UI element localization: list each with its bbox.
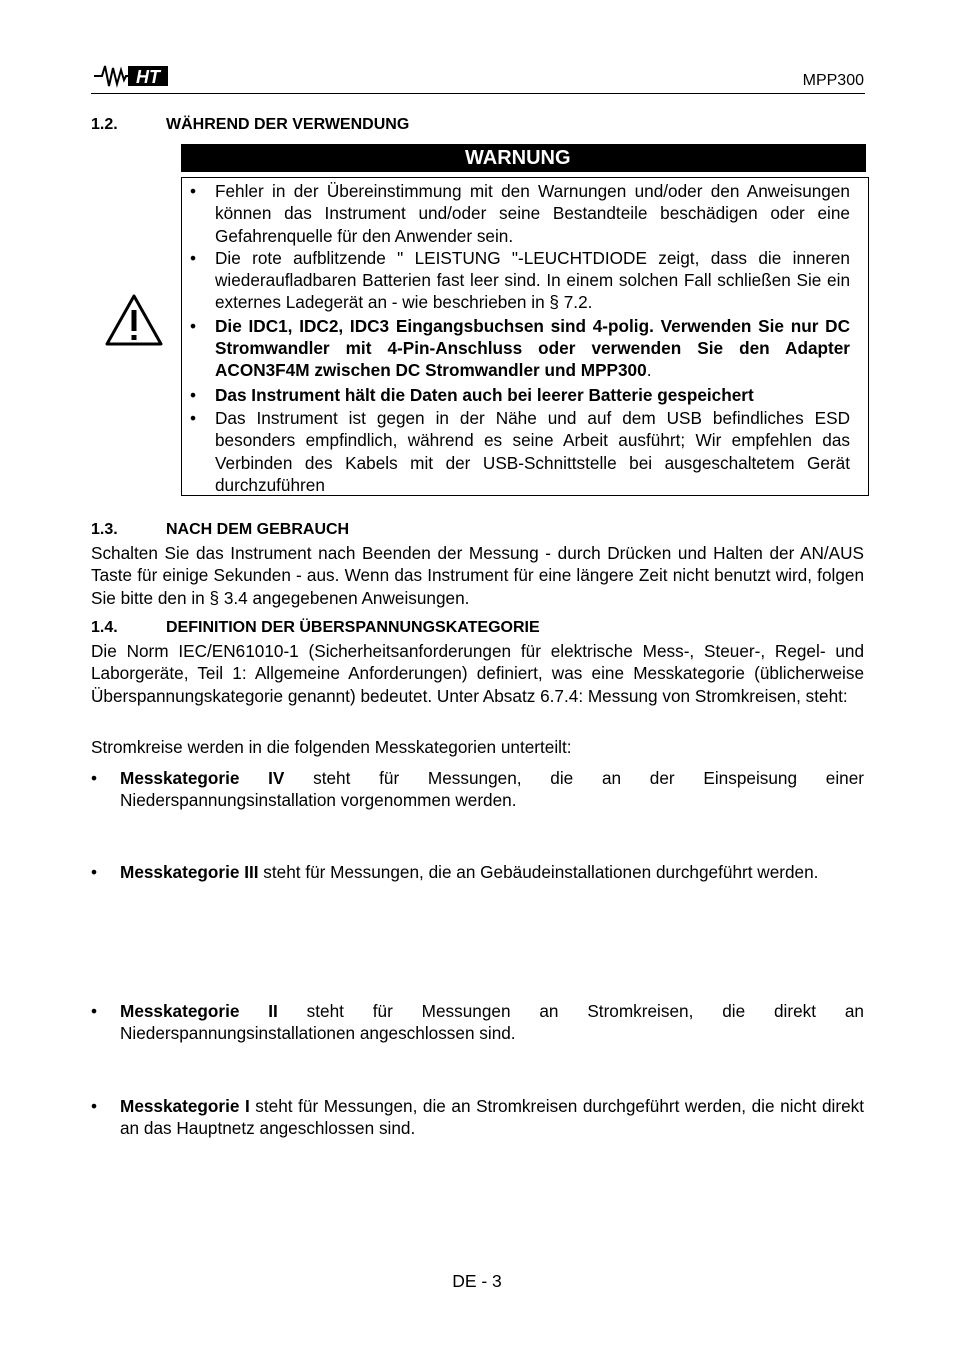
warning-item-text: Fehler in der Übereinstimmung mit den Warnungen und/oder den Anweisungen können das Instrument und/oder seine Bestandteile beschädigen oder eine Gefahrenquelle für den Anwender sein. [215,181,850,246]
section-title: WÄHREND DER VERWENDUNG [166,116,410,133]
section-number: 1.3. [91,521,118,538]
category-item [91,767,864,812]
model-name: MPP300 [802,72,864,89]
section-number: 1.2. [91,116,118,133]
warning-item-bold: Die IDC1, IDC2, IDC3 Eingangsbuchsen sind 4-polig. Verwenden Sie nur DC Stromwandler mit 4-Pin-Anschluss oder verwenden Sie den Adapter ACON3F4M zwischen DC Stromwandler und MPP300 [215,315,850,381]
category-item [91,861,864,883]
section-number: 1.4. [91,619,118,636]
definition-lead: Stromkreise werden in die folgenden Messkategorien unterteilt: [91,737,572,757]
category-label: Messkategorie I [120,1096,250,1116]
bullet-icon: • [190,384,197,405]
warning-title: WARNUNG [465,147,571,169]
category-text: steht für Messungen, die an der Einspeisung einer Niederspannungsinstallation vorgenommen werden. [120,768,864,811]
bullet-icon: • [91,768,98,788]
warning-item [182,384,868,406]
warning-header [181,144,868,172]
warning-item [182,407,868,496]
bullet-icon: • [190,315,197,336]
page-number: DE - 3 [452,1271,502,1291]
warning-item-bold: Das Instrument hält die Daten auch bei leerer Batterie gespeichert [215,384,754,405]
category-label: Messkategorie III [120,862,259,882]
warning-item-text: Das Instrument ist gegen in der Nähe und auf dem USB befindliches ESD besonders empfindlich, während es seine Arbeit ausführt; Wir empfehlen das Verbinden des Kabels mit der USB-Schnittstelle bei ausgeschaltetem Gerät durchzuführen [215,407,850,495]
category-text: steht für Messungen, die an Gebäudeinstallationen durchgeführt werden. [258,862,819,882]
category-label: Messkategorie II [120,1001,278,1021]
section-title: NACH DEM GEBRAUCH [166,521,350,538]
bullet-icon: • [190,407,197,428]
bullet-icon: • [91,1096,98,1116]
warning-item-text: Die rote aufblitzende " LEISTUNG "-LEUCHTDIODE zeigt, dass die inneren wiederaufladbaren Batterien fast leer sind. In einem solchen Fall schließen Sie ein externes Ladegerät an - wie beschrieben in § 7.2. [215,247,850,313]
bullet-icon: • [190,181,197,201]
category-label: Messkategorie IV [120,768,285,788]
bullet-icon: • [91,1001,98,1021]
header-rule [91,93,865,94]
warning-triangle-icon [104,293,164,347]
bullet-icon: • [91,862,98,882]
ht-logo [92,62,172,90]
warning-item [182,247,868,314]
bullet-icon: • [190,247,197,268]
warning-item-tail: . [646,360,652,381]
category-item [91,1000,864,1045]
category-text: steht für Messungen an Stromkreisen, die direkt an Niederspannungsinstallationen angeschlossen sind. [120,1001,864,1044]
definition-intro: Die Norm IEC/EN61010-1 (Sicherheitsanforderungen für elektrische Mess-, Steuer-, Regel- und Laborgeräte, Teil 1: Allgemeine Anforderungen) definiert, was eine Messkategorie (üblicherweise Überspannungskategorie genannt) bedeutet. Unter Absatz 6.7.4: Messung von Stromkreisen, steht: [91,641,864,706]
category-item [91,1095,864,1140]
brand-text: HT [136,67,160,87]
warning-item [182,315,868,382]
warning-box [181,177,869,496]
after-use-text: Schalten Sie das Instrument nach Beenden der Messung - durch Drücken und Halten der AN/AUS Taste für einige Sekunden - aus. Wenn das Instrument für eine längere Zeit nicht benutzt wird, folgen Sie bitte den in § 3.4 angegebenen Anweisungen. [91,543,864,608]
category-text: steht für Messungen, die an Stromkreisen durchgeführt werden, die nicht direkt an das Hauptnetz angeschlossen sind. [120,1096,865,1139]
warning-item [182,180,868,247]
section-title: DEFINITION DER ÜBERSPANNUNGSKATEGORIE [166,619,540,636]
warning-list [182,180,868,496]
